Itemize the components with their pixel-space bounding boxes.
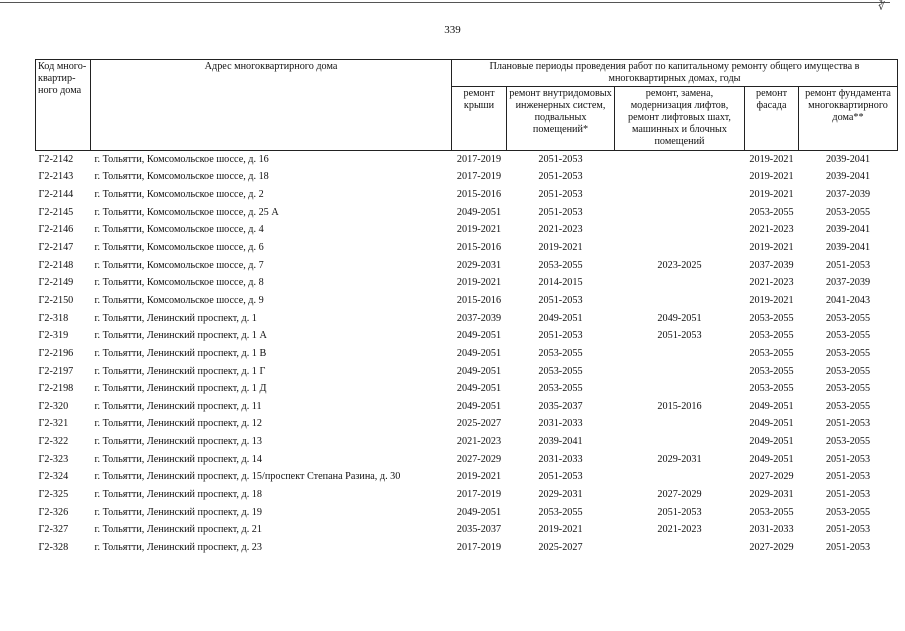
table-row: [36, 257, 898, 275]
row-roof: 2017-2019: [456, 171, 502, 183]
row-code: Г2-2143: [38, 171, 74, 183]
row-facade: 2027-2029: [749, 471, 794, 483]
row-internal: 2051-2053: [538, 206, 583, 218]
row-foundation: 2041-2043: [825, 294, 871, 306]
row-roof: 2049-2051: [456, 347, 502, 359]
row-facade: 2027-2029: [749, 541, 794, 553]
table-row: [36, 433, 898, 451]
row-address: г. Тольятти, Комсомольское шоссе, д. 18: [94, 171, 269, 183]
row-facade: 2019-2021: [749, 153, 794, 165]
row-lifts: [615, 345, 745, 363]
header-code: Код много-квартир-ного дома: [36, 60, 91, 151]
table-row: [36, 380, 898, 398]
row-foundation: 2051-2053: [825, 541, 871, 553]
header-periods: Плановые периоды проведения работ по капитальному ремонту общего имущества в многоквартирных домах, годы: [452, 60, 898, 87]
row-foundation: 2051-2053: [825, 471, 871, 483]
row-foundation: 2053-2055: [825, 206, 871, 218]
row-address: г. Тольятти, Ленинский проспект, д. 1: [94, 312, 257, 324]
row-foundation: 2053-2055: [825, 365, 871, 377]
row-roof: 2049-2051: [456, 330, 502, 342]
row-roof: 2035-2037: [456, 524, 502, 536]
row-address: г. Тольятти, Комсомольское шоссе, д. 7: [94, 259, 264, 271]
row-facade: 2019-2021: [749, 294, 794, 306]
row-roof: 2017-2019: [456, 153, 502, 165]
row-lifts: [615, 292, 745, 310]
top-border-line: [0, 2, 890, 3]
row-code: Г2-2198: [38, 383, 74, 395]
row-facade: 2029-2031: [749, 488, 794, 500]
row-internal: 2053-2055: [538, 365, 583, 377]
row-foundation: 2037-2039: [825, 277, 871, 289]
row-lifts: 2023-2025: [657, 259, 702, 271]
row-foundation: 2053-2055: [825, 400, 871, 412]
table-row: [36, 169, 898, 187]
row-roof: 2019-2021: [456, 277, 502, 289]
row-roof: 2049-2051: [456, 365, 502, 377]
table-row: [36, 469, 898, 487]
row-internal: 2039-2041: [538, 436, 583, 448]
row-code: Г2-2146: [38, 224, 74, 236]
row-code: Г2-2147: [38, 242, 74, 254]
row-address: г. Тольятти, Ленинский проспект, д. 12: [94, 418, 262, 430]
row-lifts: 2015-2016: [657, 400, 702, 412]
row-internal: 2021-2023: [538, 224, 583, 236]
row-address: г. Тольятти, Ленинский проспект, д. 14: [94, 453, 262, 465]
row-foundation: 2051-2053: [825, 418, 871, 430]
row-roof: 2021-2023: [456, 436, 502, 448]
row-foundation: 2051-2053: [825, 259, 871, 271]
row-internal: 2031-2033: [538, 453, 583, 465]
table-row: [36, 398, 898, 416]
table-row: [36, 292, 898, 310]
row-facade: 2031-2033: [749, 524, 794, 536]
row-roof: 2025-2027: [456, 418, 502, 430]
row-code: Г2-320: [38, 400, 69, 412]
row-internal: 2053-2055: [538, 347, 583, 359]
row-lifts: [615, 380, 745, 398]
table-row: [36, 521, 898, 539]
row-code: Г2-328: [38, 541, 69, 553]
row-facade: 2053-2055: [749, 206, 794, 218]
row-lifts: [615, 222, 745, 240]
row-facade: 2053-2055: [749, 383, 794, 395]
row-foundation: 2039-2041: [825, 242, 871, 254]
row-lifts: [615, 363, 745, 381]
row-code: Г2-319: [38, 330, 69, 342]
row-internal: 2053-2055: [538, 383, 583, 395]
row-code: Г2-321: [38, 418, 69, 430]
row-address: г. Тольятти, Комсомольское шоссе, д. 8: [94, 277, 264, 289]
row-roof: 2019-2021: [456, 471, 502, 483]
table-row: [36, 274, 898, 292]
row-internal: 2035-2037: [538, 400, 583, 412]
row-address: г. Тольятти, Ленинский проспект, д. 18: [94, 488, 262, 500]
row-code: Г2-322: [38, 436, 69, 448]
row-code: Г2-327: [38, 524, 69, 536]
row-code: Г2-2144: [38, 189, 74, 201]
row-internal: 2049-2051: [538, 312, 583, 324]
row-internal: 2029-2031: [538, 488, 583, 500]
row-lifts: 2049-2051: [657, 312, 702, 324]
row-foundation: 2053-2055: [825, 347, 871, 359]
row-facade: 2021-2023: [749, 224, 794, 236]
header-lifts: ремонт, замена, модернизация лифтов, ремонт лифтовых шахт, машинных и блочных помещений: [615, 87, 745, 151]
row-foundation: 2053-2055: [825, 436, 871, 448]
row-roof: 2037-2039: [456, 312, 502, 324]
row-foundation: 2039-2041: [825, 224, 871, 236]
row-code: Г2-323: [38, 453, 69, 465]
row-address: г. Тольятти, Ленинский проспект, д. 1 В: [94, 347, 267, 359]
row-internal: 2053-2055: [538, 259, 583, 271]
header-foundation: ремонт фундамента многоквартирного дома**: [799, 87, 898, 151]
row-internal: 2025-2027: [538, 541, 583, 553]
row-foundation: 2053-2055: [825, 383, 871, 395]
row-roof: 2027-2029: [456, 453, 502, 465]
row-foundation: 2037-2039: [825, 189, 871, 201]
row-facade: 2049-2051: [749, 453, 794, 465]
row-lifts: [615, 274, 745, 292]
header-address: Адрес многоквартирного дома: [91, 60, 452, 151]
row-lifts: 2051-2053: [657, 506, 702, 518]
row-roof: 2049-2051: [456, 506, 502, 518]
row-lifts: [615, 204, 745, 222]
table-row: [36, 239, 898, 257]
page-number: 339: [444, 24, 461, 36]
row-internal: 2051-2053: [538, 294, 583, 306]
table-row: [36, 186, 898, 204]
row-internal: 2051-2053: [538, 171, 583, 183]
row-internal: 2019-2021: [538, 242, 583, 254]
row-address: г. Тольятти, Ленинский проспект, д. 1 Д: [94, 383, 267, 395]
row-internal: 2053-2055: [538, 506, 583, 518]
table-row: [36, 222, 898, 240]
table-row: [36, 539, 898, 557]
table-row: [36, 416, 898, 434]
row-facade: 2019-2021: [749, 171, 794, 183]
header-internal: ремонт внутридомовых инженерных систем, подвальных помещений*: [507, 87, 615, 151]
row-code: Г2-2150: [38, 294, 74, 306]
row-foundation: 2039-2041: [825, 171, 871, 183]
row-facade: 2049-2051: [749, 400, 794, 412]
row-facade: 2037-2039: [749, 259, 794, 271]
row-roof: 2015-2016: [456, 189, 502, 201]
row-code: Г2-2148: [38, 259, 74, 271]
row-code: Г2-324: [38, 471, 69, 483]
row-facade: 2019-2021: [749, 189, 794, 201]
row-address: г. Тольятти, Ленинский проспект, д. 11: [94, 400, 262, 412]
row-address: г. Тольятти, Комсомольское шоссе, д. 9: [94, 294, 264, 306]
row-facade: 2019-2021: [749, 242, 794, 254]
row-internal: 2019-2021: [538, 524, 583, 536]
row-facade: 2053-2055: [749, 347, 794, 359]
row-internal: 2051-2053: [538, 471, 583, 483]
row-lifts: 2029-2031: [657, 453, 702, 465]
row-lifts: [615, 169, 745, 187]
row-lifts: [615, 433, 745, 451]
row-address: г. Тольятти, Комсомольское шоссе, д. 25 А: [94, 206, 279, 218]
row-roof: 2019-2021: [456, 224, 502, 236]
row-roof: 2049-2051: [456, 206, 502, 218]
row-foundation: 2053-2055: [825, 312, 871, 324]
row-code: Г2-2142: [38, 153, 74, 165]
table-row: [36, 486, 898, 504]
table-row: [36, 327, 898, 345]
row-internal: 2031-2033: [538, 418, 583, 430]
row-code: Г2-2145: [38, 206, 74, 218]
table-row: [36, 310, 898, 328]
row-lifts: 2051-2053: [657, 330, 702, 342]
header-facade: ремонт фасада: [745, 87, 799, 151]
row-lifts: [615, 469, 745, 487]
row-code: Г2-2196: [38, 347, 74, 359]
row-roof: 2017-2019: [456, 541, 502, 553]
row-roof: 2029-2031: [456, 259, 502, 271]
row-roof: 2049-2051: [456, 383, 502, 395]
row-roof: 2049-2051: [456, 400, 502, 412]
row-code: Г2-325: [38, 488, 69, 500]
row-facade: 2053-2055: [749, 365, 794, 377]
row-address: г. Тольятти, Ленинский проспект, д. 1 Г: [94, 365, 266, 377]
row-address: г. Тольятти, Ленинский проспект, д. 19: [94, 506, 262, 518]
row-lifts: [615, 186, 745, 204]
row-foundation: 2051-2053: [825, 453, 871, 465]
row-address: г. Тольятти, Ленинский проспект, д. 21: [94, 524, 262, 536]
row-address: г. Тольятти, Комсомольское шоссе, д. 6: [94, 242, 264, 254]
row-foundation: 2051-2053: [825, 524, 871, 536]
table-row: [36, 504, 898, 522]
header-roof: ремонт крыши: [452, 87, 507, 151]
row-internal: 2051-2053: [538, 153, 583, 165]
row-roof: 2017-2019: [456, 488, 502, 500]
row-internal: 2051-2053: [538, 330, 583, 342]
table-row: [36, 451, 898, 469]
row-roof: 2015-2016: [456, 242, 502, 254]
row-lifts: [615, 416, 745, 434]
row-foundation: 2053-2055: [825, 506, 871, 518]
table-row: [36, 345, 898, 363]
row-foundation: 2053-2055: [825, 330, 871, 342]
row-facade: 2049-2051: [749, 418, 794, 430]
row-address: г. Тольятти, Комсомольское шоссе, д. 2: [94, 189, 264, 201]
row-facade: 2049-2051: [749, 436, 794, 448]
row-address: г. Тольятти, Комсомольское шоссе, д. 4: [94, 224, 264, 236]
row-lifts: 2021-2023: [657, 524, 702, 536]
row-facade: 2053-2055: [749, 506, 794, 518]
row-internal: 2051-2053: [538, 189, 583, 201]
row-address: г. Тольятти, Ленинский проспект, д. 13: [94, 436, 262, 448]
table-row: [36, 151, 898, 169]
row-code: Г2-2149: [38, 277, 74, 289]
row-facade: 2021-2023: [749, 277, 794, 289]
row-code: Г2-2197: [38, 365, 74, 377]
row-address: г. Тольятти, Ленинский проспект, д. 23: [94, 541, 262, 553]
row-lifts: [615, 539, 745, 557]
table-row: [36, 363, 898, 381]
row-code: Г2-326: [38, 506, 69, 518]
corner-mark: ∛: [878, 1, 886, 13]
row-address: г. Тольятти, Ленинский проспект, д. 1 А: [94, 330, 267, 342]
table-row: [36, 204, 898, 222]
row-foundation: 2039-2041: [825, 153, 871, 165]
row-facade: 2053-2055: [749, 312, 794, 324]
capital-repair-table: [35, 59, 898, 557]
row-lifts: [615, 151, 745, 169]
row-code: Г2-318: [38, 312, 69, 324]
row-lifts: [615, 239, 745, 257]
row-facade: 2053-2055: [749, 330, 794, 342]
row-roof: 2015-2016: [456, 294, 502, 306]
row-address: г. Тольятти, Ленинский проспект, д. 15/проспект Степана Разина, д. 30: [94, 471, 401, 483]
row-foundation: 2051-2053: [825, 488, 871, 500]
row-address: г. Тольятти, Комсомольское шоссе, д. 16: [94, 153, 269, 165]
row-internal: 2014-2015: [538, 277, 583, 289]
row-lifts: 2027-2029: [657, 488, 702, 500]
